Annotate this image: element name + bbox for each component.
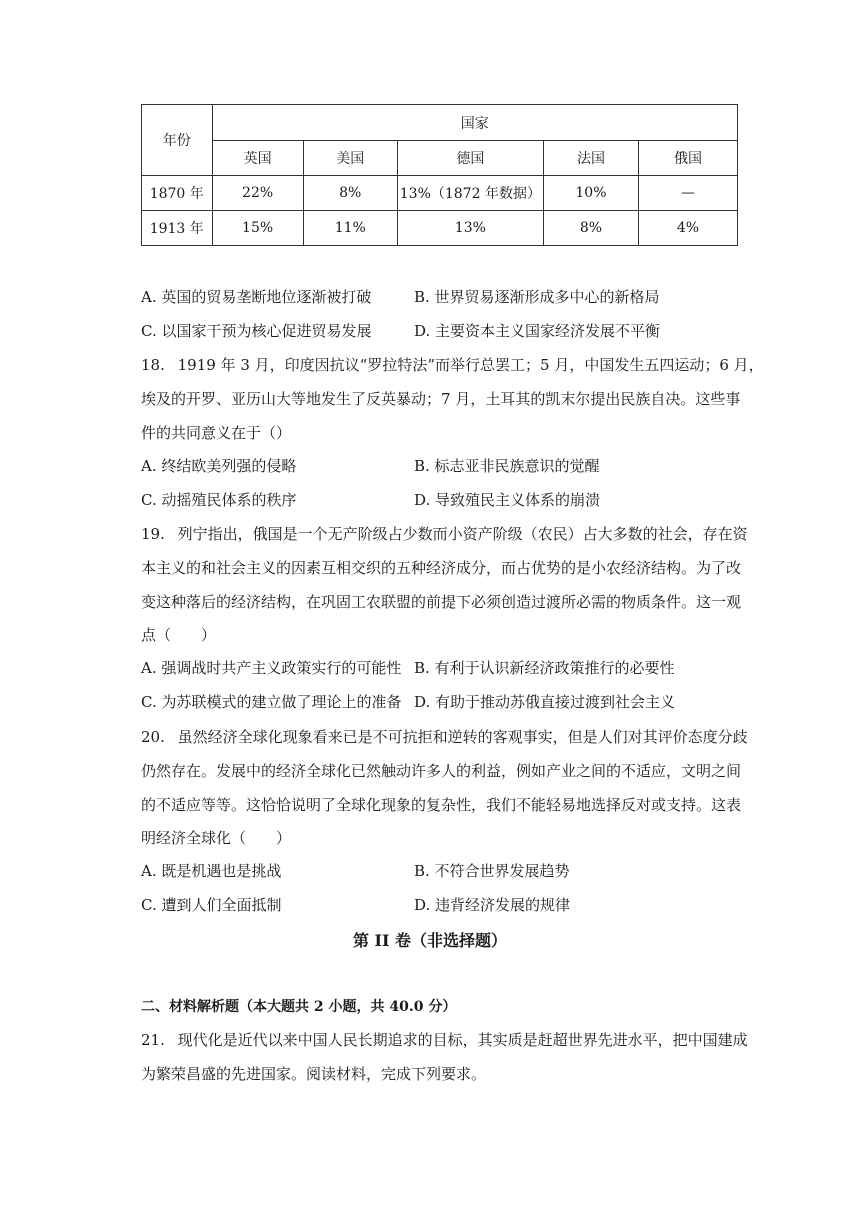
q19-option-a[interactable]: A. 强调战时共产主义政策实行的可能性 <box>141 659 402 677</box>
q21-line-1: 21. 现代化是近代以来中国人民长期追求的目标，其实质是赶超世界先进水平，把中国建成 <box>141 1031 748 1049</box>
q17-option-a[interactable]: A. 英国的贸易垄断地位逐渐被打破 <box>141 288 372 306</box>
table-cell: 8% <box>543 211 638 246</box>
q18-line-2: 埃及的开罗、亚历山大等地发生了反英暴动；7 月，土耳其的凯末尔提出民族自决。这些事 <box>141 390 741 408</box>
row-year: 1870 年 <box>142 176 213 211</box>
q18-option-d[interactable]: D. 导致殖民主义体系的崩溃 <box>414 491 601 509</box>
q18-number: 18. <box>141 356 165 374</box>
section-title: 第 II 卷（非选择题） <box>352 931 508 950</box>
country-header: 法国 <box>543 141 638 176</box>
q20-option-b[interactable]: B. 不符合世界发展趋势 <box>414 862 570 880</box>
q19-line-3: 变这种落后的经济结构，在巩固工农联盟的前提下必须创造过渡所必需的物质条件。这一观 <box>141 593 742 611</box>
q20-line-2: 仍然存在。发展中的经济全球化已然触动许多人的利益，例如产业之间的不适应，文明之间 <box>141 762 742 780</box>
row-year: 1913 年 <box>142 211 213 246</box>
q19-option-d[interactable]: D. 有助于推动苏俄直接过渡到社会主义 <box>414 693 676 711</box>
trade-share-table <box>141 104 738 246</box>
country-header: 英国 <box>212 141 303 176</box>
country-header: 俄国 <box>639 141 738 176</box>
table-cell: 15% <box>212 211 303 246</box>
q20-option-d[interactable]: D. 违背经济发展的规律 <box>414 896 571 914</box>
table-row <box>142 176 738 211</box>
q21-number: 21. <box>141 1031 165 1049</box>
q18-line-3: 件的共同意义在于（） <box>141 424 292 442</box>
q18-line-1: 18. 1919 年 3 月，印度因抗议“罗拉特法”而举行总罢工；5 月，中国发生五四运动；6 月， <box>141 356 764 374</box>
q19-line-1: 19. 列宁指出，俄国是一个无产阶级占少数而小资产阶级（农民）占大多数的社会，存在资 <box>141 525 748 543</box>
q20-option-c[interactable]: C. 遭到人们全面抵制 <box>141 896 282 914</box>
q18-option-a[interactable]: A. 终结欧美列强的侵略 <box>141 457 297 475</box>
q20-number: 20. <box>141 728 165 746</box>
table-cell: 13% <box>397 211 543 246</box>
q17-option-c[interactable]: C. 以国家干预为核心促进贸易发展 <box>141 322 372 340</box>
table-cell: 13%（1872 年数据） <box>397 176 543 211</box>
q19-option-c[interactable]: C. 为苏联模式的建立做了理论上的准备 <box>141 693 402 711</box>
q20-option-a[interactable]: A. 既是机遇也是挑战 <box>141 862 282 880</box>
q19-number: 19. <box>141 525 165 543</box>
part-title: 二、材料解析题（本大题共 2 小题，共 40.0 分） <box>141 999 457 1015</box>
q17-option-b[interactable]: B. 世界贸易逐渐形成多中心的新格局 <box>414 288 660 306</box>
table-cell: 4% <box>639 211 738 246</box>
country-header: 德国 <box>397 141 543 176</box>
q19-line-2: 本主义的和社会主义的因素互相交织的五种经济成分，而占优势的是小农经济结构。为了改 <box>141 559 742 577</box>
q20-line-3: 的不适应等等。这恰恰说明了全球化现象的复杂性，我们不能轻易地选择反对或支持。这表 <box>141 796 742 814</box>
table-cell: 8% <box>303 176 397 211</box>
country-group-header: 国家 <box>212 105 737 141</box>
table-cell: 11% <box>303 211 397 246</box>
q17-option-d[interactable]: D. 主要资本主义国家经济发展不平衡 <box>414 322 661 340</box>
q20-line-1: 20. 虽然经济全球化现象看来已是不可抗拒和逆转的客观事实，但是人们对其评价态度分歧 <box>141 728 748 746</box>
q18-option-c[interactable]: C. 动摇殖民体系的秩序 <box>141 491 297 509</box>
table-cell: 10% <box>543 176 638 211</box>
table-cell: — <box>639 176 738 211</box>
year-header: 年份 <box>142 105 213 176</box>
q18-option-b[interactable]: B. 标志亚非民族意识的觉醒 <box>414 457 600 475</box>
table-row <box>142 211 738 246</box>
q19-option-b[interactable]: B. 有利于认识新经济政策推行的必要性 <box>414 659 675 677</box>
q19-line-4: 点（ ） <box>141 626 217 644</box>
country-header: 美国 <box>303 141 397 176</box>
table-cell: 22% <box>212 176 303 211</box>
q20-line-4: 明经济全球化（ ） <box>141 829 292 847</box>
q21-line-2: 为繁荣昌盛的先进国家。阅读材料，完成下列要求。 <box>141 1065 487 1083</box>
